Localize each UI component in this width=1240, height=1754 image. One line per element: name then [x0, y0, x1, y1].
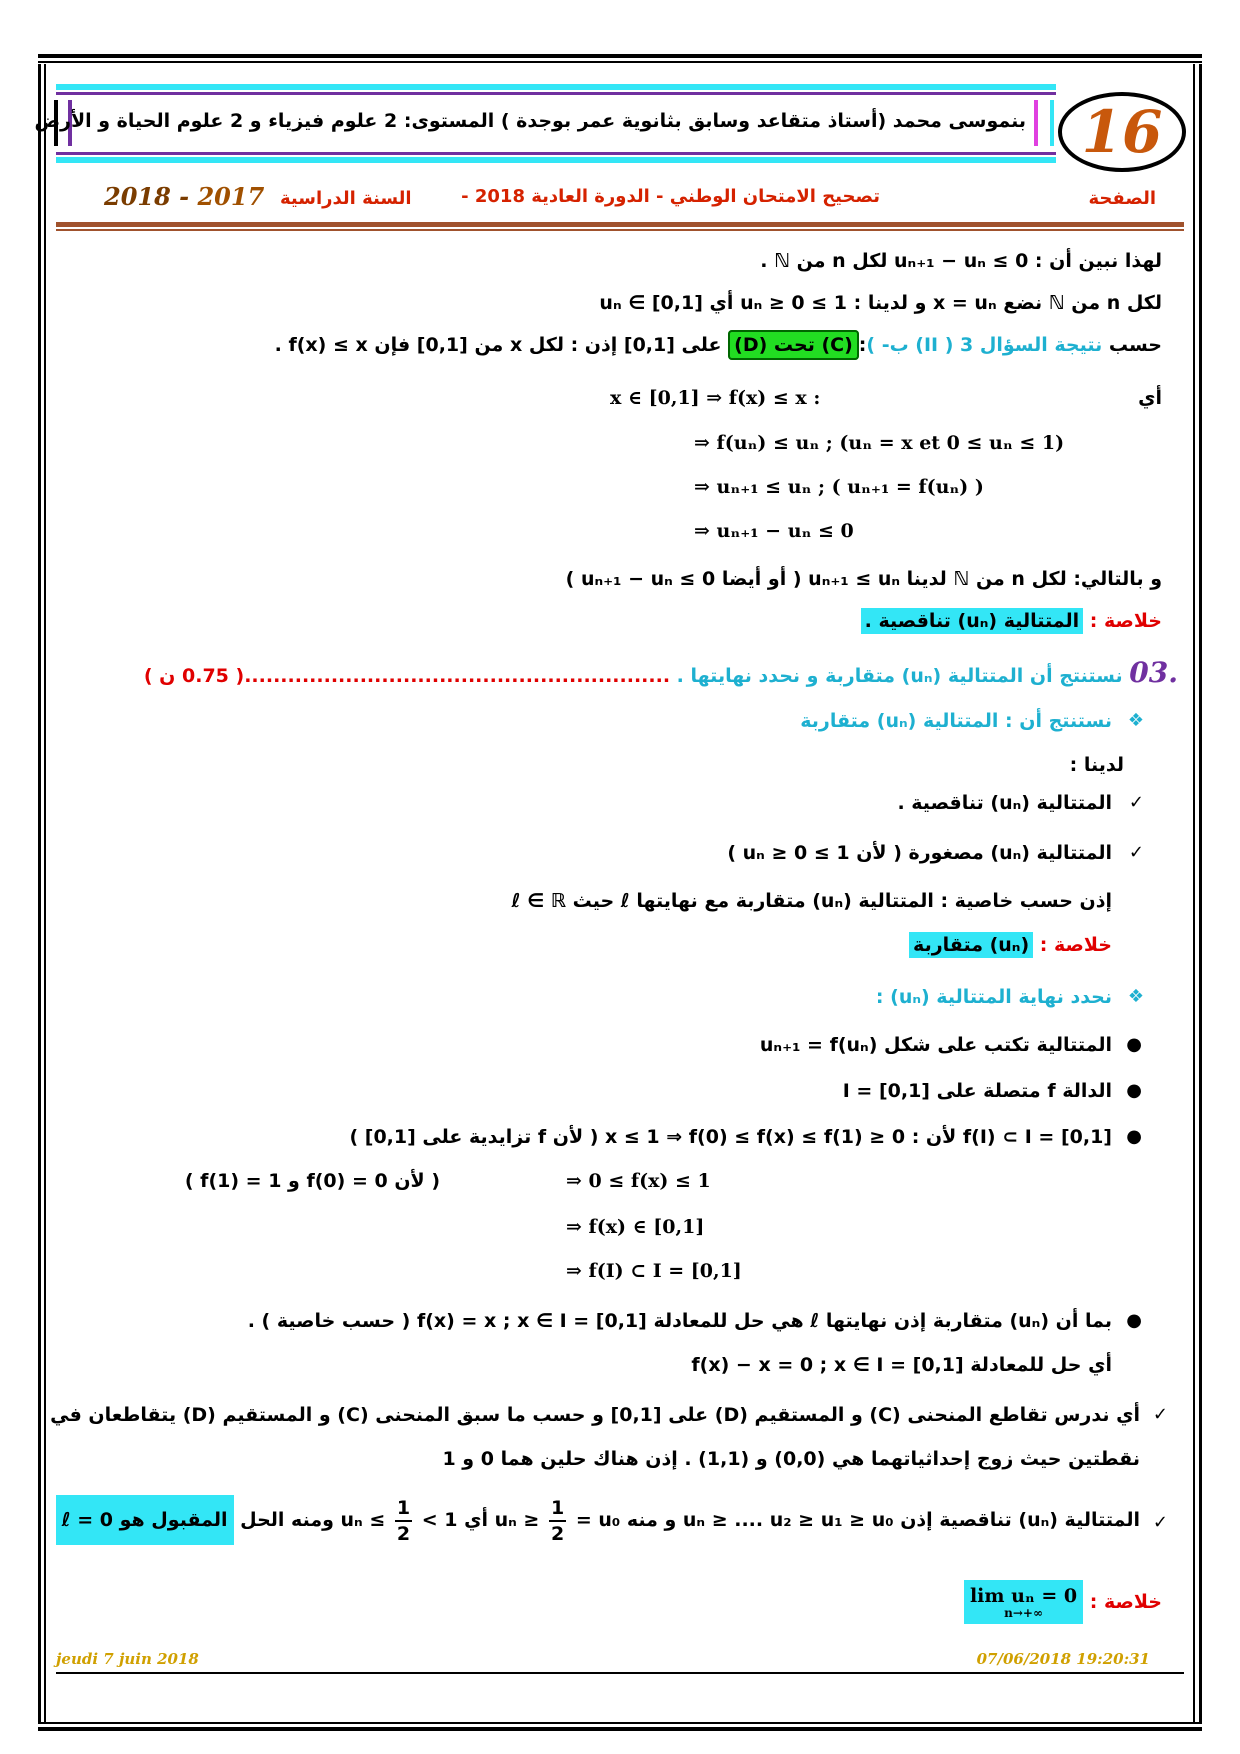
stable-step-2-note: ( لأن 0 = f(0) و 1 = f(1) ) — [184, 1170, 440, 1192]
dot-bullet-icon: ● — [1126, 1126, 1142, 1147]
right-border-inner — [1193, 64, 1195, 1724]
conclusion-1 — [861, 608, 1162, 634]
stable-step-2: ⇒ 0 ≤ f(x) ≤ 1 — [566, 1170, 711, 1192]
fraction-one-half: $\frac{1}{2}$ — [550, 1496, 565, 1545]
line-that-is: أي — [1138, 387, 1162, 409]
implication-2: ⇒ f(uₙ) ≤ uₙ ; (uₙ = x et 0 ≤ uₙ ≤ 1) — [694, 432, 1065, 454]
check-icon: ✓ — [1152, 1512, 1168, 1533]
bottom-border-rule — [38, 1722, 1202, 1724]
bullet-recurrence: المتتالية تكتب على شكل uₙ₊₁ = f(uₙ) — [759, 1034, 1112, 1056]
header-purple-rule — [56, 92, 1056, 95]
footer-timestamp: 07/06/2018 19:20:31 — [976, 1650, 1150, 1668]
header-brown-rule-thin — [56, 229, 1184, 231]
footer-rule — [56, 1672, 1184, 1674]
limit-expression: lim uₙ = 0 n→+∞ — [969, 1585, 1078, 1620]
exam-title: تصحيح الامتحان الوطني - الدورة العادية 2018 - — [461, 186, 880, 207]
school-year: 2018 - 2017 — [104, 182, 265, 211]
conclusion-label: خلاصة : — [1089, 1591, 1162, 1613]
limit-equation-rewrite: أي حل للمعادلة f(x) − x = 0 ; x ∈ I = [0,1] — [691, 1354, 1112, 1376]
header-author-line: بنموسى محمد (أستاذ متقاعد وسابق بثانوية عمر بوجدة ) المستوى: 2 علوم فيزياء و 2 علوم الحياة و الأرض — [34, 110, 1026, 132]
dot-bullet-icon: ● — [1126, 1034, 1142, 1055]
implication-3: ⇒ uₙ₊₁ ≤ uₙ ; ( uₙ₊₁ = f(uₙ) ) — [694, 476, 984, 498]
page-label: الصفحة — [1088, 188, 1156, 209]
conclusion-highlight: المتتالية (uₙ) تناقصية . — [861, 608, 1084, 634]
dot-bullet-icon: ● — [1126, 1080, 1142, 1101]
conclusion-label: خلاصة : — [1039, 934, 1112, 956]
diamond-bullet-icon: ❖ — [1127, 710, 1144, 731]
check-icon: ✓ — [1152, 1404, 1168, 1425]
subsection-limit: نحدد نهاية المتتالية (uₙ) : — [875, 986, 1112, 1008]
limit-highlight — [964, 1580, 1083, 1624]
line-graphical-result: حسب نتيجة السؤال II ) 3) ب- ):(C) تحت (D) على [0,1] إذن : لكل x من [0,1] فإن f(x) ≤ x . — [275, 332, 1162, 358]
check-intersection-line-2: نقطتين حيث زوج إحداثياتهما هي (0,0) و (1,1) . إذن هناك حلين هما 0 و 1 — [442, 1448, 1140, 1470]
accepted-solution-highlight: المقبول هو ℓ = 0 — [56, 1495, 234, 1545]
check-decreasing: المتتالية (uₙ) تناقصية . — [897, 792, 1112, 814]
school-year-label: السنة الدراسية — [280, 188, 412, 209]
header-purple-rule-2 — [56, 152, 1056, 155]
check-icon: ✓ — [1128, 842, 1144, 863]
top-border-rule-thin — [38, 61, 1202, 63]
line-therefore: و بالتالي: لكل n من ℕ لدينا uₙ₊₁ ≤ uₙ ( أو أيضا 0 ≥ uₙ₊₁ − uₙ ) — [565, 568, 1162, 590]
left-border-inner — [44, 64, 46, 1724]
conclusion-label: خلاصة : — [1089, 610, 1162, 632]
conclusion-highlight: (uₙ) متقاربة — [909, 932, 1033, 958]
header-cyan-rule-2 — [56, 157, 1056, 163]
implication-4: ⇒ uₙ₊₁ − uₙ ≤ 0 — [694, 520, 854, 542]
stable-step-4: ⇒ f(I) ⊂ I = [0,1] — [566, 1260, 742, 1282]
diamond-bullet-icon: ❖ — [1127, 986, 1144, 1007]
check-icon: ✓ — [1128, 792, 1144, 813]
check-accepted-solution: المتتالية (uₙ) تناقصية إذن uₙ ≥ .... u₂ ≥ u₁ ≥ u₀ و منه uₙ ≥ $\frac{1}{2}$ = u₀ أي uₙ ≤ $\frac{1}{2}$ < 1 ومنه الحل المقبول هو ℓ = 0 — [56, 1494, 1140, 1546]
implication-1: x ∈ [0,1] ⇒ f(x) ≤ x : — [610, 387, 821, 409]
left-border — [38, 64, 41, 1724]
right-border — [1199, 64, 1202, 1724]
page-number-badge — [1058, 92, 1186, 172]
header-brown-rule — [56, 222, 1184, 227]
question-3-title: .03 نستنتج أن المتتالية (uₙ) متقاربة و نحدد نهايتها . ...........................................................( 0.75 ن ) — [143, 656, 1178, 689]
dot-bullet-icon: ● — [1126, 1310, 1142, 1331]
top-border-rule — [38, 54, 1202, 58]
line-to-prove: لهذا نبين أن : 0 ≥ uₙ₊₁ − uₙ لكل n من ℕ . — [760, 250, 1162, 272]
fraction-one-half: $\frac{1}{2}$ — [396, 1496, 411, 1545]
conclusion-2 — [909, 932, 1112, 958]
question-points: ( 0.75 ن ) — [143, 665, 245, 687]
question-reference: نتيجة السؤال II ) 3) ب- ) — [866, 334, 1103, 356]
check-bounded-below: المتتالية (uₙ) مصغورة ( لأن 1 ≥ uₙ ≥ 0 ) — [727, 842, 1112, 864]
header-cyan-rule — [56, 84, 1056, 90]
footer-date: jeudi 7 juin 2018 — [56, 1650, 199, 1668]
we-have-label: لدينا : — [1069, 754, 1124, 776]
bullet-stable-interval: f(I) ⊂ I = [0,1] لأن : 0 ≤ x ≤ 1 ⇒ f(0) ≤ f(x) ≤ f(1) ( لأن f تزايدية على [0,1] ) — [349, 1126, 1112, 1148]
stable-step-3: ⇒ f(x) ∈ [0,1] — [566, 1216, 705, 1238]
page-number: 16 — [1081, 98, 1163, 166]
bottom-border-rule-thick — [38, 1727, 1202, 1731]
subsection-convergent: نستنتج أن : المتتالية (uₙ) متقاربة — [800, 710, 1112, 732]
bullet-continuous: الدالة f متصلة على I = [0,1] — [842, 1080, 1112, 1102]
check-intersection-line-1: أي ندرس تقاطع المنحنى (C) و المستقيم (D) على [0,1] و حسب ما سبق المنحنى (C) و المستقيم (D) يتقاطعان في — [50, 1404, 1140, 1426]
question-number: .03 — [1129, 656, 1178, 689]
line-substitution: لكل n من ℕ نضع x = uₙ و لدينا : 1 ≥ uₙ ≥ 0 أي uₙ ∈ [0,1] — [599, 292, 1162, 314]
conclusion-3 — [964, 1580, 1162, 1624]
header-right-bars — [1034, 100, 1054, 146]
curve-below-line-highlight: (C) تحت (D) — [728, 330, 859, 360]
line-property-convergent: إذن حسب خاصية : المتتالية (uₙ) متقاربة مع نهايتها ℓ حيث ℓ ∈ ℝ — [511, 890, 1112, 912]
bullet-limit-equation: بما أن (uₙ) متقاربة إذن نهايتها ℓ هي حل للمعادلة f(x) = x ; x ∈ I = [0,1] ( حسب خاصية ) . — [247, 1310, 1112, 1332]
